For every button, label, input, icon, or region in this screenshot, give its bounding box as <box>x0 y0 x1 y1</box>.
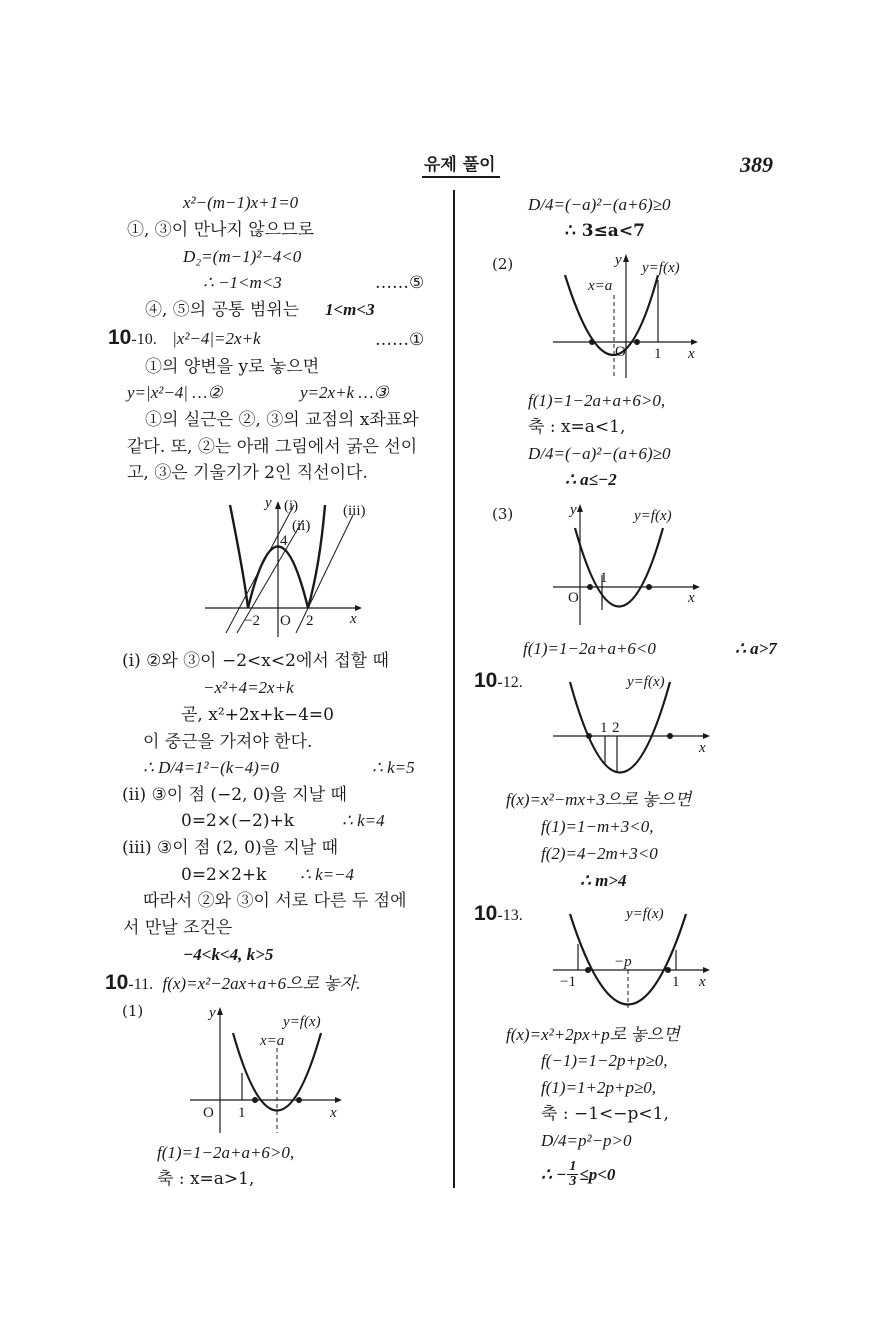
equation-line: f(1)=1−2a+a+6>0, <box>528 391 666 410</box>
part-label: (2) <box>492 255 514 273</box>
text-line: ①, ③이 만나지 않으므로 <box>127 220 314 240</box>
result: ∴ k=−4 <box>300 865 355 884</box>
fraction-denominator: 3 <box>569 1174 577 1189</box>
x-axis-label: x <box>350 611 357 627</box>
axis-of-symmetry-label: x=a <box>588 278 613 294</box>
case-i-title: (i) ②와 ③이 −2<x<2에서 접할 때 <box>122 651 389 671</box>
problem-subnumber: -12. <box>497 674 523 691</box>
part-label: (3) <box>492 505 514 523</box>
problem-number: 10 <box>108 326 132 349</box>
page-number: 389 <box>740 152 773 177</box>
equation-line: 축 : x=a<1, <box>528 417 626 437</box>
x-axis-label: x <box>688 346 695 362</box>
x-axis-label: x <box>699 740 706 756</box>
equation-line: ∴ −1<m<3 <box>203 273 282 292</box>
axis-of-symmetry-label: −p <box>614 954 632 970</box>
result: ∴ k=4 <box>342 811 385 830</box>
section-title: 유제 풀이 <box>422 150 500 178</box>
tick-1: 1 <box>672 974 680 990</box>
y-axis-label: y <box>615 252 622 268</box>
tick-1: 1 <box>654 346 662 362</box>
tick-2: 2 <box>612 720 620 736</box>
curve-label: y=f(x) <box>626 906 664 922</box>
equation-line: D/4=(−a)²−(a+6)≥0 <box>528 195 671 214</box>
origin-label: O <box>615 344 626 360</box>
statement: f(x)=x²−2ax+a+6으로 놓자. <box>162 974 361 993</box>
equation-line: f(1)=1+2p+p≥0, <box>541 1078 657 1097</box>
problem-10-12-header <box>474 670 523 694</box>
equation-line: f(1)=1−2a+a+6<0 <box>523 639 656 658</box>
equation-line: x²−(m−1)x+1=0 <box>183 193 299 212</box>
equation-line: ∴ D/4=1²−(k−4)=0 <box>143 758 279 777</box>
tick-1: 1 <box>600 720 608 736</box>
label-case-iii: (iii) <box>343 503 366 519</box>
text-line: 고, ③은 기울기가 2인 직선이다. <box>127 463 368 483</box>
y-axis-label: y <box>209 1005 216 1021</box>
x-axis-label: x <box>688 590 695 606</box>
origin-label: O <box>203 1105 214 1121</box>
equation-line: −x²+4=2x+k <box>203 678 294 697</box>
case-ii-title: (ii) ③이 점 (−2, 0)을 지날 때 <box>122 785 347 805</box>
answer-suffix: ≤p<0 <box>579 1164 616 1184</box>
equation-line: f(1)=1−2a+a+6>0, <box>157 1143 295 1162</box>
text-line: 서 만날 조건은 <box>123 918 233 938</box>
equation-line: f(1)=1−m+3<0, <box>541 817 654 836</box>
text-line: ④, ⑤의 공통 범위는 <box>145 300 300 320</box>
equation-line: 0=2×(−2)+k <box>181 811 294 831</box>
case-iii-title: (iii) ③이 점 (2, 0)을 지날 때 <box>122 838 339 858</box>
equation-line: D/4=(−a)²−(a+6)≥0 <box>528 444 671 463</box>
equation-line: 축 : −1<−p<1, <box>541 1104 669 1124</box>
equation: |x²−4|=2x+k <box>172 329 261 348</box>
equation-line: y=2x+k …③ <box>300 383 389 402</box>
column-divider <box>453 190 455 1188</box>
answer: ∴ a≤−2 <box>565 470 617 489</box>
x-axis-label: x <box>330 1105 337 1121</box>
origin-label: O <box>280 613 291 629</box>
equation-line: D/4=p²−p>0 <box>541 1131 632 1150</box>
problem-number: 10 <box>474 669 498 692</box>
tick-neg2: −2 <box>244 613 260 629</box>
result: ∴ k=5 <box>372 758 415 777</box>
equation-line: f(x)=x²−mx+3으로 놓으면 <box>506 790 692 809</box>
curve-label: y=f(x) <box>627 674 665 690</box>
answer: ∴ 3≤a<7 <box>565 221 645 241</box>
reference-marker: ……⑤ <box>375 273 425 293</box>
problem-subnumber: -10. <box>131 331 157 348</box>
answer-prefix: ∴ − <box>541 1164 567 1184</box>
axis-of-symmetry-label: x=a <box>260 1033 285 1049</box>
x-axis-label: x <box>699 974 706 990</box>
problem-subnumber: -13. <box>497 907 523 924</box>
graph-10-12 <box>548 668 718 783</box>
curve-label: y=f(x) <box>634 508 672 524</box>
answer: ∴ a>7 <box>735 639 777 658</box>
problem-10-13-header <box>474 903 523 927</box>
problem-10-10-header <box>108 327 261 351</box>
curve-label: y=f(x) <box>283 1014 321 1030</box>
graph-part1 <box>185 1003 345 1138</box>
y-axis-label: y <box>265 495 272 511</box>
equation-line: D₂=(m−1)²−4<0 <box>183 247 302 266</box>
answer: ∴ m>4 <box>580 871 627 890</box>
fraction-numerator: 1 <box>569 1159 577 1174</box>
graph-part2 <box>548 250 708 380</box>
text-line: 같다. 또, ②는 아래 그림에서 굵은 선이 <box>127 437 418 457</box>
problem-10-11-header <box>105 972 360 996</box>
text-line: 따라서 ②와 ③이 서로 다른 두 점에 <box>143 891 407 911</box>
problem-number: 10 <box>474 902 498 925</box>
tick-1: 1 <box>600 570 608 586</box>
curve-label: y=f(x) <box>642 260 680 276</box>
equation-line: 곧, x²+2x+k−4=0 <box>181 705 334 725</box>
label-case-i: (i) <box>284 498 299 514</box>
reference-marker: ……① <box>375 330 425 350</box>
equation-line: f(2)=4−2m+3<0 <box>541 844 658 863</box>
answer <box>541 1160 615 1189</box>
text-line: ①의 실근은 ②, ③의 교점의 x좌표와 <box>145 410 419 430</box>
problem-subnumber: -11. <box>128 976 154 993</box>
part-label: (1) <box>122 1002 144 1020</box>
y-axis-label: y <box>570 502 577 518</box>
graph-part3 <box>548 500 718 630</box>
equation-line: y=|x²−4| …② <box>127 383 223 402</box>
text-line: 이 중근을 가져야 한다. <box>143 732 313 752</box>
label-vertex-4: 4 <box>280 533 288 549</box>
graph-10-13 <box>548 900 718 1015</box>
tick-1: 1 <box>238 1105 246 1121</box>
label-case-ii: (ii) <box>292 518 311 534</box>
text-line: ①의 양변을 y로 놓으면 <box>145 357 320 377</box>
equation-line: f(−1)=1−2p+p≥0, <box>541 1051 668 1070</box>
equation-line: 0=2×2+k <box>181 865 267 885</box>
answer: −4<k<4, k>5 <box>183 945 274 964</box>
equation-line: 축 : x=a>1, <box>157 1169 255 1189</box>
tick-neg1: −1 <box>560 974 576 990</box>
equation-line: f(x)=x²+2px+p로 놓으면 <box>506 1025 680 1044</box>
fraction <box>567 1160 578 1189</box>
origin-label: O <box>568 590 579 606</box>
graph-abs-parabola <box>200 495 380 640</box>
problem-number: 10 <box>105 971 129 994</box>
tick-2: 2 <box>306 613 314 629</box>
answer: 1<m<3 <box>325 300 375 319</box>
